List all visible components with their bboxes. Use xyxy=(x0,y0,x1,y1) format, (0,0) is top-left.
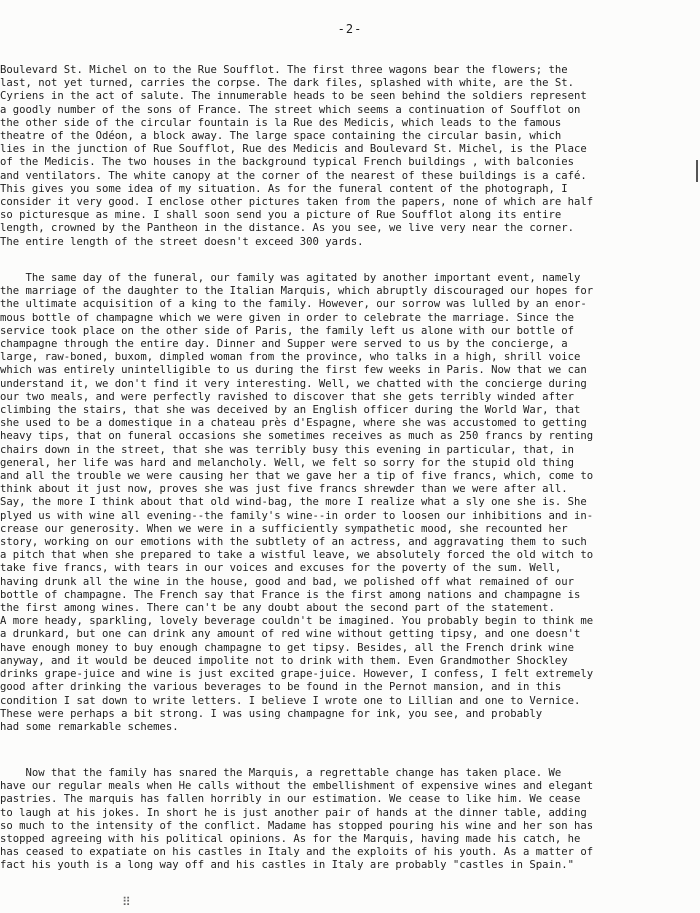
text-line: the ultimate acquisition of a king to the family. However, our sorrow was lulled by an enor- xyxy=(0,298,587,311)
text-line: A more heady, sparkling, lovely beverage couldn't be imagined. You probably begin to think me xyxy=(0,615,594,628)
text-line: a goodly number of the sons of France. The street which seems a continuation of Soufflot on xyxy=(0,103,581,116)
bottom-pen-mark: ⠿ xyxy=(122,895,131,909)
text-line: drinks grape-juice and wine is just excited grape-juice. However, I confess, I felt extremely xyxy=(0,668,594,681)
text-line: our two meals, and were perfectly ravished to discover that she gets terribly winded after xyxy=(0,390,575,403)
text-line: bottle of champagne. The French say that France is the first among nations and champagne is xyxy=(0,588,581,601)
text-line: consider it very good. I enclose other pictures taken from the papers, none of which are half xyxy=(0,196,594,209)
text-line: Say, the more I think about that old wind-bag, the more I realize what a sly one she is. She xyxy=(0,496,587,509)
text-line: Now that the family has snared the Marquis, a regrettable change has taken place. We xyxy=(0,767,562,779)
text-line: the first among wines. There can't be any doubt about the second part of the statement. xyxy=(0,602,555,615)
text-line: the other side of the circular fountain is la Rue des Medicis, which leads to the famous xyxy=(0,116,562,129)
text-line: This gives you some idea of my situation. As for the funeral content of the photograph, I xyxy=(0,182,568,195)
text-line: theatre of the Odéon, a block away. The large space containing the circular basin, which xyxy=(0,130,562,143)
text-line: story, working on our emotions with the subtlety of an actress, and aggravating them to such xyxy=(0,536,587,549)
margin-mark xyxy=(696,160,698,182)
text-line: stopped agreeing with his political opinions. As for the Marquis, having made his catch, he xyxy=(0,833,581,846)
text-line: a pitch that when she prepared to take a wistful leave, we absolutely forced the old witch to xyxy=(0,549,594,562)
text-line: pastries. The marquis has fallen horribly in our estimation. We cease to like him. We cease xyxy=(0,793,581,806)
text-line: last, not yet turned, carries the corpse. The dark files, splashed with white, are the St. xyxy=(0,77,575,90)
text-line: think about it just now, proves she was just five francs shrewder than we were after all. xyxy=(0,483,568,496)
text-line: of the Medicis. The two houses in the background typical French buildings , with balconies xyxy=(0,156,575,169)
page-number: -2- xyxy=(337,22,363,36)
text-line: heavy tips, that on funeral occasions she sometimes receives as much as 250 francs by renting xyxy=(0,430,594,443)
paragraph-3 xyxy=(0,767,700,873)
text-line: a drunkard, but one can drink any amount of red wine without getting tipsy, and one doesn't xyxy=(0,628,581,641)
text-line: The same day of the funeral, our family was agitated by another important event, namely xyxy=(0,272,581,284)
text-line: The entire length of the street doesn't exceed 300 yards. xyxy=(0,235,364,248)
text-line: climbing the stairs, that she was deceived by an English officer during the World War, that xyxy=(0,404,581,417)
text-line: take five francs, with tears in our voices and excuses for the poverty of the sum. Well, xyxy=(0,562,562,575)
text-line: had some remarkable schemes. xyxy=(0,720,179,733)
text-line: general, her life was hard and melancholy. Well, we felt so sorry for the stupid old thing xyxy=(0,456,575,469)
text-line: service took place on the other side of Paris, the family left us alone with our bottle of xyxy=(0,324,575,337)
text-line: Boulevard St. Michel on to the Rue Soufflot. The first three wagons bear the flowers; the xyxy=(0,64,568,76)
text-line: have our regular meals when He calls without the embellishment of expensive wines and elegant xyxy=(0,780,594,793)
text-line: crease our generosity. When we were in a sufficiently sympathetic mood, she recounted her xyxy=(0,522,568,535)
text-line: the marriage of the daughter to the Italian Marquis, which abruptly discouraged our hopes for xyxy=(0,285,594,298)
text-line: large, raw-boned, buxom, dimpled woman from the province, who talks in a high, shrill voice xyxy=(0,351,581,364)
text-line: so picturesque as mine. I shall soon send you a picture of Rue Soufflot along its entire xyxy=(0,209,562,222)
paragraph-2 xyxy=(0,272,700,734)
text-line: understand it, we don't find it very interesting. Well, we chatted with the concierge during xyxy=(0,377,587,390)
text-line: length, crowned by the Pantheon in the distance. As you see, we live very near the corner. xyxy=(0,222,575,235)
text-line: to laugh at his jokes. In short he is just another pair of hands at the dinner table, adding xyxy=(0,806,587,819)
text-line: so much to the intensity of the conflict. Madame has stopped pouring his wine and her son has xyxy=(0,819,594,832)
text-line: and all the trouble we were causing her that we gave her a tip of five francs, which, come to xyxy=(0,470,594,483)
text-line: fact his youth is a long way off and his castles in Italy are probably "castles in Spain." xyxy=(0,859,575,872)
text-line: have enough money to buy enough champagne to get tipsy. Besides, all the French drink wine xyxy=(0,641,575,654)
paragraph-1 xyxy=(0,64,700,249)
text-line: chairs down in the street, that she was terribly busy this evening in particular, that, in xyxy=(0,443,575,456)
text-line: champagne through the entire day. Dinner and Supper were served to us by the concierge, a xyxy=(0,338,568,351)
text-line: Cyriens in the act of salute. The innumerable heads to be seen behind the soldiers represent xyxy=(0,90,587,103)
text-line: good after drinking the various beverages to be found in the Pernot mansion, and in this xyxy=(0,681,562,694)
text-line: she used to be a domestique in a chateau près d'Espagne, where she was accustomed to getting xyxy=(0,417,587,430)
text-line: lies in the junction of Rue Soufflot, Rue des Medicis and Boulevard St. Michel, is the Place xyxy=(0,143,587,156)
text-line: These were perhaps a bit strong. I was using champagne for ink, you see, and probably xyxy=(0,707,543,720)
text-line: plyed us with wine all evening--the family's wine--in order to loosen our inhibitions and in- xyxy=(0,509,594,522)
text-line: and ventilators. The white canopy at the corner of the nearest of these buildings is a café. xyxy=(0,169,587,182)
text-line: has ceased to expatiate on his castles in Italy and the exploits of his youth. As a matter of xyxy=(0,846,594,859)
text-line: anyway, and it would be deuced impolite not to drink with them. Even Grandmother Shockley xyxy=(0,654,568,667)
text-line: which was entirely unintelligible to us during the first few weeks in Paris. Now that we can xyxy=(0,364,587,377)
text-line: having drunk all the wine in the house, good and bad, we polished off what remained of our xyxy=(0,575,575,588)
text-line: mous bottle of champagne which we were given in order to celebrate the marriage. Since the xyxy=(0,311,575,324)
text-line: condition I sat down to write letters. I believe I wrote one to Lillian and one to Vernice. xyxy=(0,694,581,707)
